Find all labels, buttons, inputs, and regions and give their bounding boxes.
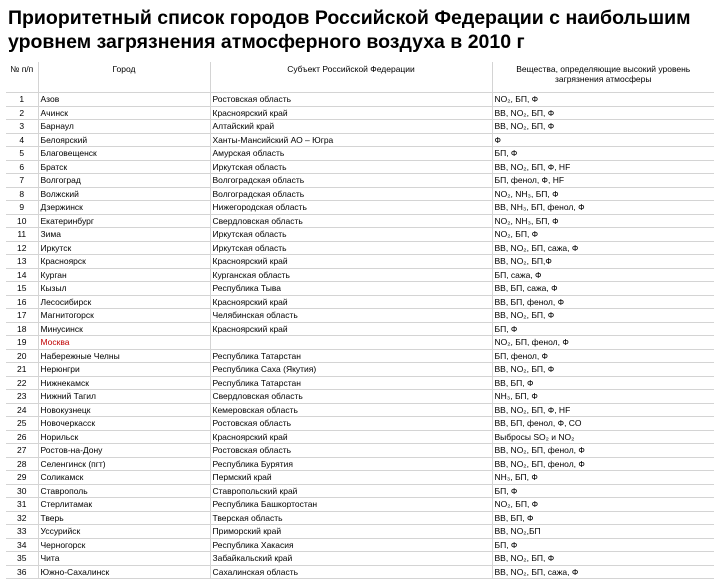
table-row — [6, 106, 714, 120]
row-subject: Нижегородская область — [210, 201, 492, 215]
row-subject: Красноярский край — [210, 106, 492, 120]
row-subject: Республика Татарстан — [210, 349, 492, 363]
row-substances: БП, фенол, Ф — [492, 349, 714, 363]
row-city: Братск — [38, 160, 210, 174]
row-subject: Алтайский край — [210, 120, 492, 134]
cities-table — [6, 62, 714, 579]
table-row — [6, 403, 714, 417]
row-number: 31 — [6, 498, 38, 512]
table-row — [6, 430, 714, 444]
row-city: Соликамск — [38, 471, 210, 485]
row-number: 12 — [6, 241, 38, 255]
row-number: 10 — [6, 214, 38, 228]
table-row — [6, 133, 714, 147]
row-city: Кызыл — [38, 282, 210, 296]
row-substances: NO₂, NH₃, БП, Ф — [492, 214, 714, 228]
row-substances: ВВ, NO₂, БП, Ф, HF — [492, 403, 714, 417]
row-substances: ВВ, NO₂,БП — [492, 525, 714, 539]
row-city: Стерлитамак — [38, 498, 210, 512]
table-row — [6, 417, 714, 431]
row-substances: БП, фенол, Ф, HF — [492, 174, 714, 188]
row-city: Благовещенск — [38, 147, 210, 161]
row-city: Азов — [38, 93, 210, 107]
row-subject: Приморский край — [210, 525, 492, 539]
row-subject: Республика Бурятия — [210, 457, 492, 471]
row-substances: ВВ, NO₂, БП, Ф — [492, 363, 714, 377]
header-substances: Вещества, определяющие высокий уровень загрязнения атмосферы — [492, 62, 714, 93]
table-row — [6, 120, 714, 134]
row-city: Ростов-на-Дону — [38, 444, 210, 458]
row-substances: ВВ, NO₂, БП, Ф — [492, 309, 714, 323]
row-subject: Республика Башкортостан — [210, 498, 492, 512]
row-number: 35 — [6, 552, 38, 566]
row-substances: NO₂, БП, Ф — [492, 93, 714, 107]
table-row — [6, 349, 714, 363]
row-substances: Выбросы SO₂ и NO₂ — [492, 430, 714, 444]
row-number: 20 — [6, 349, 38, 363]
row-substances: ВВ, NO₂, БП, сажа, Ф — [492, 565, 714, 579]
row-substances: Ф — [492, 133, 714, 147]
table-row — [6, 160, 714, 174]
table-row — [6, 484, 714, 498]
row-substances: NH₃, БП, Ф — [492, 390, 714, 404]
row-substances: ВВ, NO₂, БП, Ф — [492, 106, 714, 120]
row-city: Чита — [38, 552, 210, 566]
table-row — [6, 187, 714, 201]
row-subject: Ставропольский край — [210, 484, 492, 498]
row-subject: Кемеровская область — [210, 403, 492, 417]
row-number: 8 — [6, 187, 38, 201]
row-substances: БП, Ф — [492, 322, 714, 336]
row-city: Екатеринбург — [38, 214, 210, 228]
row-city: Волжский — [38, 187, 210, 201]
table-body — [6, 93, 714, 579]
row-city: Селенгинск (пгт) — [38, 457, 210, 471]
table-row — [6, 93, 714, 107]
row-substances: ВВ, БП, Ф — [492, 511, 714, 525]
row-substances: NO₂, БП, фенол, Ф — [492, 336, 714, 350]
table-row — [6, 552, 714, 566]
row-subject: Красноярский край — [210, 295, 492, 309]
row-city: Москва — [38, 336, 210, 350]
row-substances: БП, Ф — [492, 538, 714, 552]
table-row — [6, 511, 714, 525]
row-substances: ВВ, NO₂, БП, фенол, Ф — [492, 444, 714, 458]
row-city: Красноярск — [38, 255, 210, 269]
page-title: Приоритетный список городов Российской Федерации с наибольшим уровнем загрязнения атмосферного воздуха в 2010 г — [8, 7, 691, 53]
row-substances: NO₂, БП, Ф — [492, 228, 714, 242]
table-row — [6, 525, 714, 539]
row-city: Южно-Сахалинск — [38, 565, 210, 579]
row-subject: Республика Саха (Якутия) — [210, 363, 492, 377]
row-subject: Челябинская область — [210, 309, 492, 323]
row-number: 25 — [6, 417, 38, 431]
row-subject: Свердловская область — [210, 390, 492, 404]
row-number: 2 — [6, 106, 38, 120]
row-substances: ВВ, NO₂, БП, Ф — [492, 120, 714, 134]
row-number: 21 — [6, 363, 38, 377]
row-number: 18 — [6, 322, 38, 336]
row-number: 6 — [6, 160, 38, 174]
row-number: 30 — [6, 484, 38, 498]
row-number: 33 — [6, 525, 38, 539]
row-city: Барнаул — [38, 120, 210, 134]
row-number: 9 — [6, 201, 38, 215]
table-row — [6, 336, 714, 350]
row-subject: Красноярский край — [210, 430, 492, 444]
row-city: Лесосибирск — [38, 295, 210, 309]
row-substances: ВВ, БП, сажа, Ф — [492, 282, 714, 296]
row-subject: Амурская область — [210, 147, 492, 161]
row-city: Нерюнгри — [38, 363, 210, 377]
row-city: Нижний Тагил — [38, 390, 210, 404]
header-city: Город — [38, 62, 210, 93]
row-subject: Волгоградская область — [210, 187, 492, 201]
row-substances: ВВ, БП, Ф — [492, 376, 714, 390]
row-substances: ВВ, БП, фенол, Ф — [492, 295, 714, 309]
row-number: 16 — [6, 295, 38, 309]
table-row — [6, 376, 714, 390]
row-number: 23 — [6, 390, 38, 404]
table-header-row — [6, 62, 714, 93]
row-number: 11 — [6, 228, 38, 242]
row-number: 19 — [6, 336, 38, 350]
row-number: 14 — [6, 268, 38, 282]
row-substances: ВВ, NO₂, БП, сажа, Ф — [492, 241, 714, 255]
row-subject: Ростовская область — [210, 444, 492, 458]
table-row — [6, 565, 714, 579]
header-subject: Субъект Российской Федерации — [210, 62, 492, 93]
row-city: Дзержинск — [38, 201, 210, 215]
table-row — [6, 471, 714, 485]
table-row — [6, 444, 714, 458]
table-row — [6, 498, 714, 512]
row-subject: Ростовская область — [210, 93, 492, 107]
row-number: 34 — [6, 538, 38, 552]
row-number: 32 — [6, 511, 38, 525]
header-num: № п/п — [6, 62, 38, 93]
row-substances: ВВ, NO₂, БП, Ф, HF — [492, 160, 714, 174]
row-subject: Забайкальский край — [210, 552, 492, 566]
row-city: Новочеркасск — [38, 417, 210, 431]
table-row — [6, 214, 714, 228]
row-substances: БП, Ф — [492, 147, 714, 161]
row-number: 15 — [6, 282, 38, 296]
table-row — [6, 363, 714, 377]
row-subject: Ханты-Мансийский АО – Югра — [210, 133, 492, 147]
table-row — [6, 457, 714, 471]
row-subject: Пермский край — [210, 471, 492, 485]
row-substances: ВВ, NO₂, БП,Ф — [492, 255, 714, 269]
row-substances: БП, сажа, Ф — [492, 268, 714, 282]
row-substances: NO₂, NH₃, БП, Ф — [492, 187, 714, 201]
row-subject: Тверская область — [210, 511, 492, 525]
table-row — [6, 255, 714, 269]
row-substances: NO₂, БП, Ф — [492, 498, 714, 512]
row-number: 24 — [6, 403, 38, 417]
table-row — [6, 147, 714, 161]
table-row — [6, 174, 714, 188]
row-city: Уссурийск — [38, 525, 210, 539]
table-row — [6, 228, 714, 242]
table-row — [6, 268, 714, 282]
row-number: 7 — [6, 174, 38, 188]
row-number: 4 — [6, 133, 38, 147]
row-number: 22 — [6, 376, 38, 390]
row-city: Нижнекамск — [38, 376, 210, 390]
table-row — [6, 295, 714, 309]
row-city: Ачинск — [38, 106, 210, 120]
row-subject: Красноярский край — [210, 322, 492, 336]
row-number: 27 — [6, 444, 38, 458]
row-subject: Сахалинская область — [210, 565, 492, 579]
row-substances: ВВ, NH₃, БП, фенол, Ф — [492, 201, 714, 215]
row-city: Волгоград — [38, 174, 210, 188]
table-row — [6, 538, 714, 552]
table-row — [6, 390, 714, 404]
table-row — [6, 201, 714, 215]
row-number: 5 — [6, 147, 38, 161]
row-subject: Курганская область — [210, 268, 492, 282]
row-city: Курган — [38, 268, 210, 282]
row-substances: БП, Ф — [492, 484, 714, 498]
row-number: 3 — [6, 120, 38, 134]
row-city: Набережные Челны — [38, 349, 210, 363]
table-row — [6, 282, 714, 296]
row-number: 13 — [6, 255, 38, 269]
row-number: 17 — [6, 309, 38, 323]
row-city: Магнитогорск — [38, 309, 210, 323]
row-number: 26 — [6, 430, 38, 444]
row-number: 28 — [6, 457, 38, 471]
row-city: Новокузнецк — [38, 403, 210, 417]
row-subject: Республика Хакасия — [210, 538, 492, 552]
row-city: Норильск — [38, 430, 210, 444]
row-subject: Иркутская область — [210, 241, 492, 255]
row-subject: Республика Тыва — [210, 282, 492, 296]
table-row — [6, 322, 714, 336]
row-subject: Красноярский край — [210, 255, 492, 269]
row-city: Тверь — [38, 511, 210, 525]
table-row — [6, 309, 714, 323]
row-subject: Республика Татарстан — [210, 376, 492, 390]
table-row — [6, 241, 714, 255]
row-city: Зима — [38, 228, 210, 242]
row-number: 29 — [6, 471, 38, 485]
row-subject: Волгоградская область — [210, 174, 492, 188]
row-substances: NH₃, БП, Ф — [492, 471, 714, 485]
row-substances: ВВ, NO₂, БП, Ф — [492, 552, 714, 566]
row-subject: Ростовская область — [210, 417, 492, 431]
row-city: Белоярский — [38, 133, 210, 147]
row-number: 36 — [6, 565, 38, 579]
row-number: 1 — [6, 93, 38, 107]
row-city: Ставрополь — [38, 484, 210, 498]
row-city: Иркутск — [38, 241, 210, 255]
row-subject — [210, 336, 492, 350]
row-subject: Свердловская область — [210, 214, 492, 228]
row-substances: ВВ, БП, фенол, Ф, CO — [492, 417, 714, 431]
row-subject: Иркутская область — [210, 228, 492, 242]
row-city: Минусинск — [38, 322, 210, 336]
row-subject: Иркутская область — [210, 160, 492, 174]
row-substances: ВВ, NO₂, БП, фенол, Ф — [492, 457, 714, 471]
row-city: Черногорск — [38, 538, 210, 552]
